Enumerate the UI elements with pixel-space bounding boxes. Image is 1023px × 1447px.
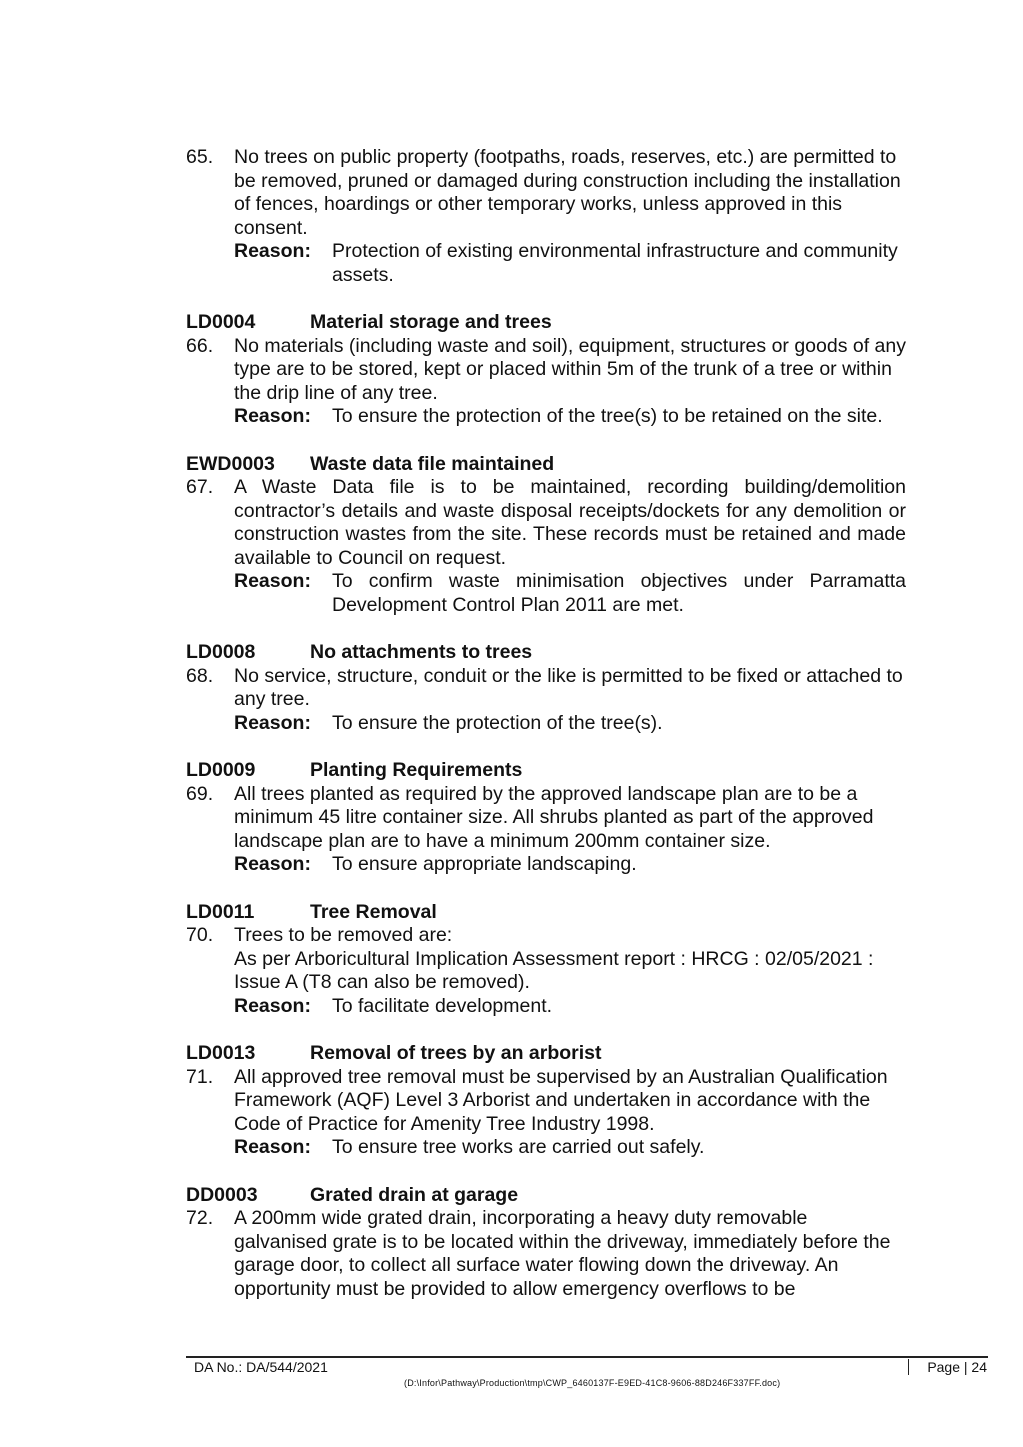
- section-heading: [186, 901, 906, 925]
- condition-70: [186, 924, 906, 1018]
- conditions-list: [186, 146, 906, 1301]
- condition-text: Trees to be removed are:: [234, 924, 453, 946]
- reason-label: Reason:: [234, 1136, 311, 1158]
- condition-text: All trees planted as required by the approved landscape plan are to be a minimum 45 litre container size. All shrubs planted as part of the approved landscape plan are to have a minimum 200mm container size.: [234, 782, 874, 852]
- reason-row: [234, 570, 906, 617]
- condition-text: As per Arboricultural Implication Assessment report : HRCG : 02/05/2021 : Issue A (T8 can also be removed).: [234, 947, 874, 993]
- condition-code: LD0009: [186, 759, 256, 781]
- section-heading: [186, 453, 906, 477]
- condition-title: No attachments to trees: [310, 641, 533, 663]
- footer-da-number: DA No.: DA/544/2021: [194, 1359, 328, 1375]
- reason-row: [234, 1136, 906, 1160]
- reason-text: To ensure the protection of the tree(s).: [332, 711, 663, 734]
- reason-text: Protection of existing environmental infrastructure and community assets.: [332, 240, 898, 286]
- condition-text: No materials (including waste and soil), equipment, structures or goods of any type are to be stored, kept or placed within 5m of the trunk of a tree or within the drip line of any tree.: [234, 334, 906, 404]
- condition-code: LD0013: [186, 1042, 256, 1064]
- condition-title: Material storage and trees: [310, 311, 552, 333]
- condition-code: DD0003: [186, 1183, 258, 1206]
- reason-text: To ensure tree works are carried out safely.: [332, 1136, 705, 1158]
- reason-label: Reason:: [234, 853, 311, 875]
- condition-text: A Waste Data file is to be maintained, recording building/demolition contractor’s details and waste disposal receipts/dockets for any demolition or construction wastes from the site. These records must be retained and made available to Council on request.: [234, 476, 906, 569]
- condition-number: 71.: [186, 1065, 214, 1088]
- condition-text: No trees on public property (footpaths, roads, reserves, etc.) are permitted to be removed, pruned or damaged during construction including the installation of fences, hoardings or other temporary works, unless approved in this consent.: [234, 146, 901, 239]
- reason-row: [234, 240, 906, 287]
- condition-text: All approved tree removal must be supervised by an Australian Qualification Framework (AQF) Level 3 Arborist and undertaken in accordance with the Code of Practice for Amenity Tree Industry 1998.: [234, 1065, 888, 1135]
- condition-number: 70.: [186, 924, 214, 946]
- reason-text: To confirm waste minimisation objectives under Parramatta Development Control Plan 2011 are met.: [332, 570, 906, 616]
- condition-text: No service, structure, conduit or the like is permitted to be fixed or attached to any tree.: [234, 664, 903, 710]
- reason-label: Reason:: [234, 405, 311, 427]
- condition-67: [186, 476, 906, 617]
- reason-row: [234, 853, 906, 877]
- condition-title: Grated drain at garage: [310, 1183, 519, 1206]
- reason-label: Reason:: [234, 711, 311, 734]
- condition-72: [186, 1207, 906, 1301]
- condition-code: LD0008: [186, 641, 256, 663]
- condition-title: Planting Requirements: [310, 759, 523, 781]
- reason-text: To ensure appropriate landscaping.: [332, 853, 637, 875]
- condition-code: LD0004: [186, 311, 256, 333]
- condition-66: [186, 335, 906, 429]
- reason-label: Reason:: [234, 240, 311, 262]
- reason-label: Reason:: [234, 570, 311, 592]
- footer-page-number: Page | 24: [908, 1359, 987, 1375]
- condition-71: [186, 1066, 906, 1160]
- section-heading: [186, 1184, 906, 1208]
- section-heading: [186, 641, 906, 665]
- reason-row: [234, 405, 906, 429]
- condition-68: [186, 665, 906, 736]
- section-heading: [186, 1042, 906, 1066]
- section-heading: [186, 311, 906, 335]
- condition-text: A 200mm wide grated drain, incorporating a heavy duty removable galvanised grate is to be located within the driveway, immediately before the garage door, to collect all surface water flowing down the driveway. An opportunity must be provided to allow emergency overflows to be: [234, 1207, 891, 1300]
- condition-number: 68.: [186, 664, 214, 687]
- condition-number: 72.: [186, 1207, 214, 1229]
- condition-number: 69.: [186, 782, 214, 805]
- reason-text: To ensure the protection of the tree(s) to be retained on the site.: [332, 405, 883, 427]
- condition-code: EWD0003: [186, 452, 275, 475]
- reason-row: [234, 712, 906, 736]
- section-heading: [186, 759, 906, 783]
- condition-number: 66.: [186, 334, 214, 357]
- condition-code: LD0011: [186, 900, 255, 923]
- condition-69: [186, 783, 906, 877]
- condition-title: Waste data file maintained: [310, 452, 555, 475]
- footer-file-path: (D:\Infor\Pathway\Production\tmp\CWP_6460137F-E9ED-41C8-9606-88D246F337FF.doc): [404, 1378, 781, 1388]
- condition-title: Tree Removal: [310, 900, 437, 923]
- condition-number: 67.: [186, 476, 214, 498]
- condition-title: Removal of trees by an arborist: [310, 1042, 602, 1064]
- reason-label: Reason:: [234, 994, 311, 1017]
- reason-row: [234, 995, 906, 1019]
- reason-text: To facilitate development.: [332, 994, 553, 1017]
- condition-number: 65.: [186, 146, 214, 168]
- condition-65: [186, 146, 906, 287]
- footer-divider: [186, 1356, 988, 1358]
